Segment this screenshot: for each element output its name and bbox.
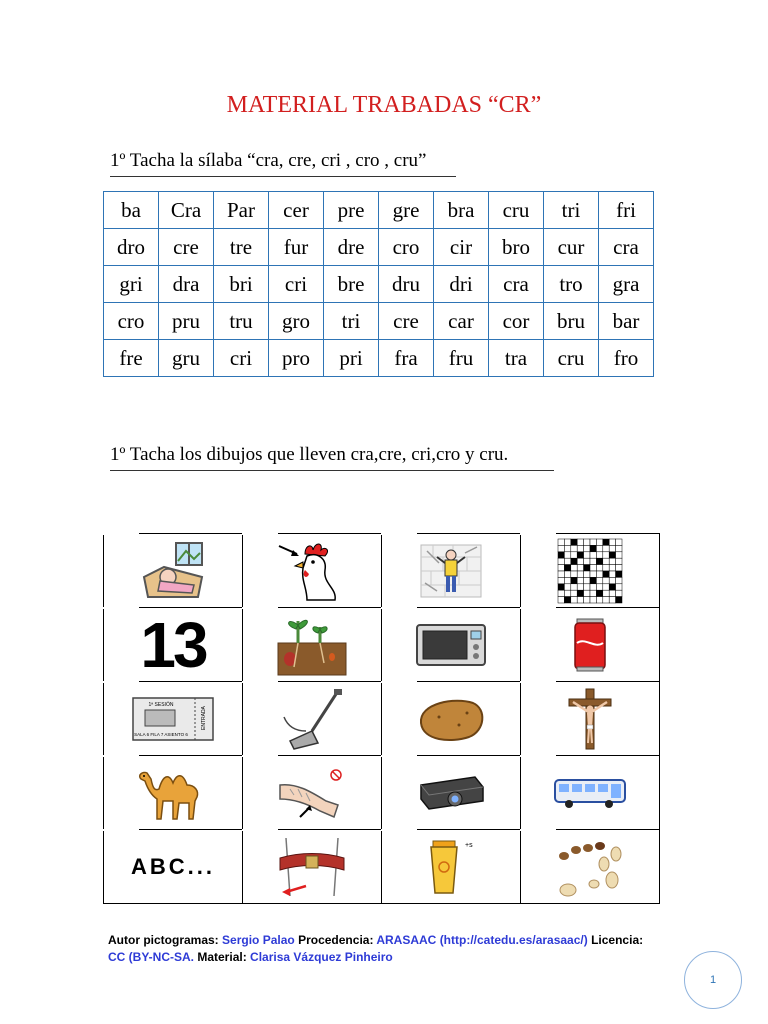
- abc-text: ABC...: [131, 853, 215, 879]
- syllable-grid: [103, 191, 654, 377]
- syllable-cell[interactable]: cor: [489, 303, 544, 340]
- syllable-cell[interactable]: ba: [104, 192, 159, 229]
- syllable-cell[interactable]: cri: [269, 266, 324, 303]
- picture-cell[interactable]: [382, 534, 521, 608]
- syllable-cell[interactable]: tro: [544, 266, 599, 303]
- syllable-cell[interactable]: cro: [379, 229, 434, 266]
- hoe-icon: [276, 687, 348, 751]
- syllable-cell[interactable]: fro: [599, 340, 654, 377]
- footer-source[interactable]: ARASAAC: [376, 933, 437, 947]
- picture-cell[interactable]: [104, 534, 243, 608]
- picture-cell[interactable]: [243, 608, 382, 682]
- ticket-seat: SALA 6 FILA 7 ASIENTO 6: [134, 731, 188, 737]
- syllable-cell[interactable]: fri: [599, 192, 654, 229]
- syllable-cell[interactable]: tru: [214, 303, 269, 340]
- syllable-cell[interactable]: gra: [599, 266, 654, 303]
- picture-cell[interactable]: [382, 756, 521, 830]
- syllable-cell[interactable]: tri: [324, 303, 379, 340]
- picture-cell[interactable]: [104, 830, 243, 904]
- syllable-cell[interactable]: fru: [434, 340, 489, 377]
- syllable-row: [104, 340, 654, 377]
- syllable-cell[interactable]: bru: [544, 303, 599, 340]
- syllable-cell[interactable]: dri: [434, 266, 489, 303]
- syllable-cell[interactable]: tre: [214, 229, 269, 266]
- footer-license-label: Licencia:: [591, 933, 644, 947]
- soda-can-icon: [573, 617, 607, 673]
- seed-growth-icon: [276, 613, 348, 677]
- belt-icon: [276, 836, 348, 898]
- picture-grid: [103, 533, 660, 904]
- bus-icon: [553, 776, 627, 810]
- syllable-cell[interactable]: gro: [269, 303, 324, 340]
- svg-text:+s: +s: [465, 841, 473, 849]
- rooster-crest-icon: [277, 540, 347, 602]
- picture-cell[interactable]: [382, 608, 521, 682]
- picture-cell[interactable]: [521, 756, 660, 830]
- projector-icon: [415, 771, 487, 815]
- instruction-syllables: 1º Tacha la sílaba “cra, cre, cri , cro , cru”: [110, 150, 456, 177]
- syllable-cell[interactable]: cir: [434, 229, 489, 266]
- ticket-session: 1ª SESIÓN: [148, 701, 174, 708]
- syllable-cell[interactable]: bri: [214, 266, 269, 303]
- graffiti-wall-icon: [419, 543, 483, 599]
- picture-cell[interactable]: [243, 830, 382, 904]
- ticket-entry: ENTRADA: [201, 705, 207, 730]
- potato-icon: [415, 695, 487, 743]
- picture-cell[interactable]: [243, 756, 382, 830]
- picture-cell[interactable]: [521, 608, 660, 682]
- syllable-row: [104, 303, 654, 340]
- syllable-cell[interactable]: dra: [159, 266, 214, 303]
- picture-cell[interactable]: [521, 830, 660, 904]
- syllable-cell[interactable]: pre: [324, 192, 379, 229]
- footer-material-label: Material:: [197, 950, 247, 964]
- footer-url-link[interactable]: (http://catedu.es/arasaac/): [439, 933, 588, 947]
- syllable-row: [104, 229, 654, 266]
- picture-cell[interactable]: [521, 534, 660, 608]
- footer-material: Clarisa Vázquez Pinheiro: [250, 950, 393, 964]
- ticket-icon: [131, 696, 215, 742]
- microwave-icon: [415, 623, 487, 667]
- syllable-row: [104, 266, 654, 303]
- syllable-cell[interactable]: Par: [214, 192, 269, 229]
- syllable-cell[interactable]: car: [434, 303, 489, 340]
- page-title: MATERIAL TRABADAS “CR”: [226, 92, 542, 118]
- crucifix-icon: [565, 687, 615, 751]
- syllable-cell[interactable]: cre: [159, 229, 214, 266]
- syllable-cell[interactable]: cre: [379, 303, 434, 340]
- syllable-cell[interactable]: tri: [544, 192, 599, 229]
- syllable-cell[interactable]: fre: [104, 340, 159, 377]
- crossword-icon: [557, 538, 623, 604]
- footer-author[interactable]: Sergio Palao: [222, 933, 295, 947]
- picture-cell[interactable]: [104, 682, 243, 756]
- syllable-row: [104, 192, 654, 229]
- syllable-cell[interactable]: pri: [324, 340, 379, 377]
- syllable-cell[interactable]: cer: [269, 192, 324, 229]
- thirteen-number: 13: [140, 608, 206, 681]
- syllable-cell[interactable]: cru: [544, 340, 599, 377]
- syllable-cell[interactable]: dro: [104, 229, 159, 266]
- picture-cell[interactable]: [382, 830, 521, 904]
- syllable-cell[interactable]: cra: [489, 266, 544, 303]
- picture-cell[interactable]: [104, 608, 243, 682]
- syllable-cell[interactable]: Cra: [159, 192, 214, 229]
- picture-cell[interactable]: [243, 534, 382, 608]
- beans-icon: [554, 836, 626, 898]
- syllable-cell[interactable]: dru: [379, 266, 434, 303]
- syllable-cell[interactable]: cru: [489, 192, 544, 229]
- footer-author-label: Autor pictogramas:: [108, 933, 219, 947]
- syllable-cell[interactable]: cra: [599, 229, 654, 266]
- camel-icon: [133, 765, 213, 821]
- syllable-cell[interactable]: pro: [269, 340, 324, 377]
- picture-cell[interactable]: [243, 682, 382, 756]
- syllable-cell[interactable]: fur: [269, 229, 324, 266]
- syllable-cell[interactable]: dre: [324, 229, 379, 266]
- syllable-cell[interactable]: cri: [214, 340, 269, 377]
- syllable-cell[interactable]: gru: [159, 340, 214, 377]
- footer-credits: [108, 932, 668, 966]
- cradle-baby-icon: [138, 541, 208, 601]
- syllable-cell[interactable]: bre: [324, 266, 379, 303]
- syllable-cell[interactable]: pru: [159, 303, 214, 340]
- syllable-cell[interactable]: cro: [104, 303, 159, 340]
- syllable-cell[interactable]: cur: [544, 229, 599, 266]
- picture-cell[interactable]: [521, 682, 660, 756]
- sunscreen-icon: [423, 837, 479, 897]
- instruction-pictures: 1º Tacha los dibujos que lleven cra,cre, cri,cro y cru.: [110, 444, 554, 471]
- footer-license[interactable]: CC (BY-NC-SA.: [108, 950, 194, 964]
- footer-source-label: Procedencia:: [298, 933, 374, 947]
- syllable-cell[interactable]: bar: [599, 303, 654, 340]
- syllable-cell[interactable]: gre: [379, 192, 434, 229]
- picture-cell[interactable]: [382, 682, 521, 756]
- page-number: 1: [684, 951, 742, 1009]
- syllable-cell[interactable]: bro: [489, 229, 544, 266]
- syllable-cell[interactable]: fra: [379, 340, 434, 377]
- syllable-cell[interactable]: bra: [434, 192, 489, 229]
- arm-injury-icon: [276, 765, 348, 821]
- syllable-cell[interactable]: gri: [104, 266, 159, 303]
- syllable-cell[interactable]: tra: [489, 340, 544, 377]
- picture-cell[interactable]: [104, 756, 243, 830]
